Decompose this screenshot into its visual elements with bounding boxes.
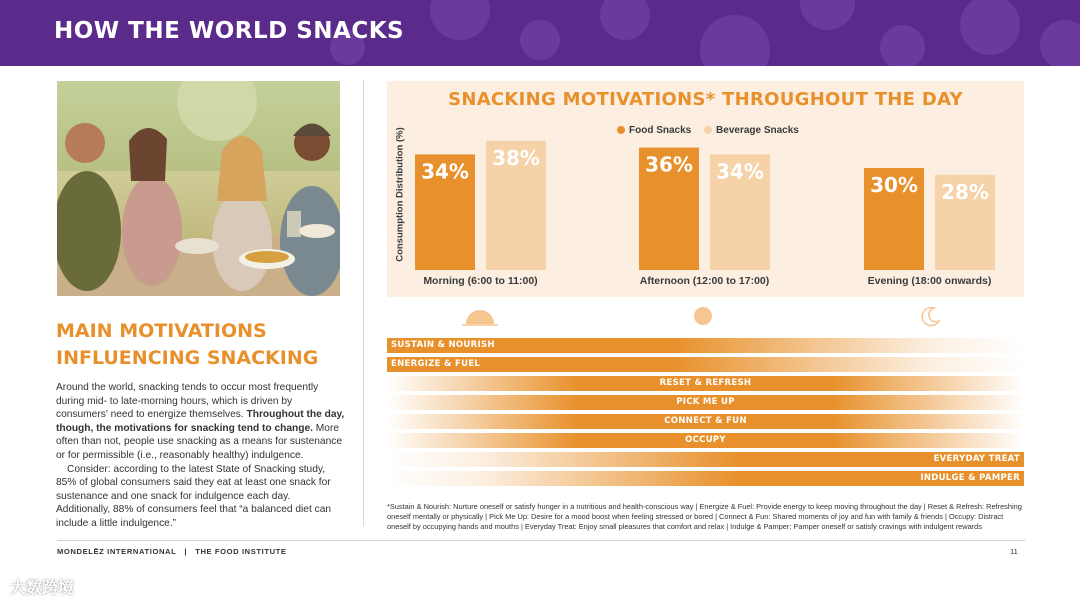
- y-axis-label: Consumption Distribution (%): [394, 127, 406, 262]
- bar-chart: [387, 81, 1024, 297]
- x-tick-label-0: Morning (6:00 to 11:00): [423, 275, 538, 287]
- data-label-beverage-0: 38%: [492, 145, 540, 170]
- motivation-bar-energize: ENERGIZE & FUEL: [387, 357, 1024, 372]
- section-heading: [56, 318, 346, 372]
- motivation-bar-pickmeup: PICK ME UP: [387, 395, 1024, 410]
- chart-title: SNACKING MOTIVATIONS* THROUGHOUT THE DAY: [448, 89, 963, 110]
- data-label-food-0: 34%: [421, 159, 469, 184]
- data-label-food-1: 36%: [645, 152, 693, 177]
- motivation-bar-indulge: INDULGE & PAMPER: [387, 471, 1024, 486]
- x-tick-label-1: Afternoon (12:00 to 17:00): [639, 275, 770, 287]
- body-text: [56, 381, 346, 531]
- vertical-divider: [363, 80, 364, 526]
- moon-icon: [920, 305, 942, 327]
- footer-divider: [57, 540, 1025, 541]
- friends-snacking-photo: [57, 81, 340, 296]
- page-title: HOW THE WORLD SNACKS: [54, 18, 405, 44]
- page-number: 11: [1010, 547, 1018, 556]
- motivation-bar-reset: RESET & REFRESH: [387, 376, 1024, 391]
- sun-icon: [692, 305, 714, 327]
- paragraph-1: Around the world, snacking tends to occur most frequently during mid- to late-morning hours, which is driven by consumers' need to energize themselves. Throughout the day, though, the motivations for snacking tend to change. More often than not, people use snacking as a means for sustenance or for permissible (i.e., reasonably healthy) indulgence.: [56, 382, 345, 461]
- motivation-bar-sustain: SUSTAIN & NOURISH: [387, 338, 1024, 353]
- paragraph-2: Consider: according to the latest State of Snacking study, 85% of global consumers said they eat at least one snack for sustenance and one snack for indulgence each day. Additionally, 88% of consumers feel that “a balanced diet can include a little indulgence.”: [56, 463, 332, 529]
- watermark: 大数跨境: [10, 580, 75, 597]
- header-banner: [0, 0, 1080, 66]
- heading-line-1: MAIN MOTIVATIONS: [56, 320, 267, 342]
- emphasis-text: Throughout the day, though, the motivations for snacking tend to change.: [56, 409, 345, 434]
- footer-source: MONDELĒZ INTERNATIONAL | THE FOOD INSTITUTE: [57, 547, 287, 556]
- motivation-bar-occupy: OCCUPY: [387, 433, 1024, 448]
- motivation-bar-treat: EVERYDAY TREAT: [387, 452, 1024, 467]
- legend-item-food: Food Snacks: [617, 125, 691, 136]
- x-tick-label-2: Evening (18:00 onwards): [867, 275, 992, 287]
- sunrise-icon: [460, 306, 500, 328]
- motivation-bar-connect: CONNECT & FUN: [387, 414, 1024, 429]
- data-label-beverage-2: 28%: [941, 179, 989, 204]
- data-label-food-2: 30%: [870, 173, 918, 197]
- legend-item-beverage: Beverage Snacks: [704, 125, 799, 136]
- footnote: *Sustain & Nourish: Nurture oneself or satisfy hunger in a nutritious and health-conscious way | Energize & Fuel: Provide energy to keep moving throughout the day | Reset & Refresh: Refreshing oneself mentally or physically | Pick Me Up: Desire for a mood boost when feeling stressed or bored | Connect & Fun: Shared moments of joy and fun with family & friends | Occupy: Distract oneself by occupying hands and mouths | Everyday Treat: Enjoy small pleasures that comfort and relax | Indulge & Pamper: Pamper oneself or satisfy cravings with indulgent rewards: [387, 502, 1022, 531]
- heading-line-2: INFLUENCING SNACKING: [56, 347, 319, 369]
- data-label-beverage-1: 34%: [716, 159, 764, 184]
- chart-panel: [387, 81, 1024, 297]
